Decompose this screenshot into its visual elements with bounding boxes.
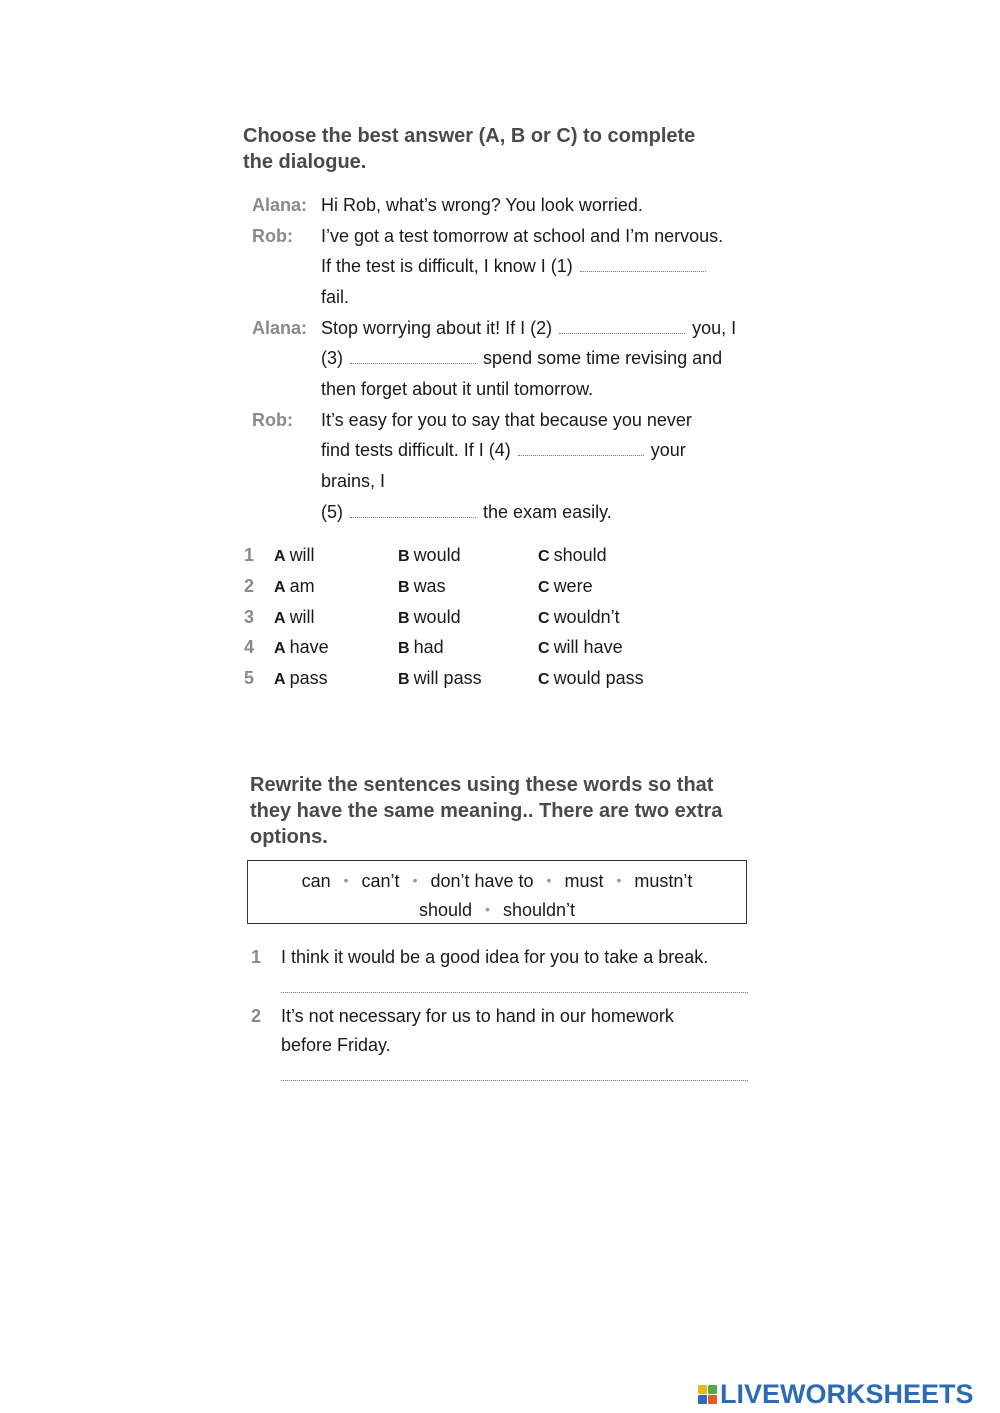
speaker-label: Rob: <box>252 410 293 430</box>
option-text: had <box>413 637 444 657</box>
option-letter: A <box>274 548 286 565</box>
word-option: can <box>301 871 331 891</box>
option-text: have <box>289 637 329 657</box>
dialogue-line-with-blank <box>321 318 736 339</box>
speaker-label: Alana: <box>252 318 308 338</box>
answer-blank-4[interactable] <box>518 441 644 456</box>
dialogue-text: Stop worrying about it! If I (2) <box>321 318 553 338</box>
option-letter: A <box>274 610 286 627</box>
dialogue-text: your <box>650 440 686 460</box>
section-1-heading <box>243 123 783 175</box>
dialogue-line-with-blank <box>321 440 686 461</box>
speaker-label: Alana: <box>252 195 308 215</box>
dialogue-line: I’ve got a test tomorrow at school and I’m nervous. <box>321 226 724 246</box>
option-text: will have <box>553 637 623 657</box>
answer-blank-3[interactable] <box>350 349 476 364</box>
dialogue-line-with-blank <box>321 348 722 369</box>
question-text: It’s not necessary for us to hand in our homework <box>281 1006 674 1026</box>
option-letter: A <box>274 579 286 596</box>
logo-square <box>698 1395 707 1404</box>
question-number: 1 <box>251 947 262 967</box>
liveworksheets-logo[interactable] <box>698 1378 974 1410</box>
option-letter: B <box>398 548 410 565</box>
question-number: 4 <box>244 637 255 657</box>
option-letter: A <box>274 671 286 688</box>
bullet-icon: • <box>412 872 418 888</box>
option-letter: C <box>538 671 550 688</box>
dialogue-text: you, I <box>692 318 737 338</box>
option-letter: B <box>398 610 410 627</box>
option-b[interactable] <box>398 576 446 597</box>
logo-square <box>698 1385 707 1394</box>
word-option: must <box>564 871 604 891</box>
bullet-icon: • <box>485 901 490 917</box>
option-text: will <box>289 607 315 627</box>
option-text: would pass <box>553 668 644 688</box>
question-number: 2 <box>244 576 255 596</box>
dialogue-line: Hi Rob, what’s wrong? You look worried. <box>321 195 643 215</box>
heading-line: Choose the best answer (A, B or C) to complete <box>243 125 696 147</box>
option-text: will <box>289 545 315 565</box>
option-text: would <box>413 607 461 627</box>
option-b[interactable] <box>398 668 482 689</box>
bullet-icon: • <box>616 872 622 888</box>
option-text: would <box>413 545 461 565</box>
option-b[interactable] <box>398 607 461 628</box>
logo-square <box>708 1385 717 1394</box>
option-text: was <box>413 576 446 596</box>
heading-line: they have the same meaning.. There are two extra <box>250 800 723 822</box>
logo-square <box>708 1395 717 1404</box>
speaker-label: Rob: <box>252 226 293 246</box>
section-2-heading <box>250 772 770 850</box>
answer-blank-2[interactable] <box>559 319 685 334</box>
word-option: should <box>418 900 473 920</box>
option-letter: A <box>274 640 286 657</box>
word-option: don’t have to <box>430 871 534 891</box>
question-text: I think it would be a good idea for you to take a break. <box>281 947 709 967</box>
option-text: pass <box>289 668 328 688</box>
question-text: before Friday. <box>281 1035 391 1055</box>
dialogue-text: If the test is difficult, I know I (1) <box>321 256 573 276</box>
option-letter: C <box>538 640 550 657</box>
question-number: 1 <box>244 545 255 565</box>
option-letter: C <box>538 579 550 596</box>
dialogue-text: the exam easily. <box>483 502 612 522</box>
option-row <box>244 637 744 661</box>
bullet-icon: • <box>343 872 349 888</box>
answer-blank-5[interactable] <box>350 503 476 518</box>
heading-line: options. <box>250 826 328 848</box>
option-c[interactable] <box>538 576 593 597</box>
option-text: wouldn’t <box>553 607 620 627</box>
heading-line: the dialogue. <box>243 151 367 173</box>
option-c[interactable] <box>538 607 620 628</box>
option-text: should <box>553 545 607 565</box>
question-number: 2 <box>251 1006 262 1026</box>
answer-input-2[interactable] <box>281 1080 748 1081</box>
option-row <box>244 545 744 569</box>
option-row <box>244 668 744 692</box>
option-letter: B <box>398 640 410 657</box>
answer-blank-1[interactable] <box>580 257 706 272</box>
word-box-row <box>248 871 746 892</box>
dialogue-line-with-blank <box>321 502 612 523</box>
word-option: mustn’t <box>634 871 693 891</box>
question-number: 5 <box>244 668 255 688</box>
option-text: will pass <box>413 668 482 688</box>
dialogue-line: It’s easy for you to say that because you never <box>321 410 692 430</box>
dialogue-line: then forget about it until tomorrow. <box>321 379 594 399</box>
answer-input-1[interactable] <box>281 992 748 993</box>
heading-line: Rewrite the sentences using these words so that <box>250 774 714 796</box>
dialogue-text: (3) <box>321 348 343 368</box>
word-box <box>247 860 747 924</box>
option-letter: B <box>398 579 410 596</box>
dialogue-text: (5) <box>321 502 343 522</box>
option-a[interactable] <box>274 668 328 689</box>
dialogue-line-with-blank <box>321 256 708 277</box>
option-a[interactable] <box>274 637 329 658</box>
option-letter: B <box>398 671 410 688</box>
logo-icon <box>698 1385 717 1404</box>
word-option: shouldn’t <box>502 900 575 920</box>
option-text: am <box>289 576 315 596</box>
option-b[interactable] <box>398 637 444 658</box>
option-c[interactable] <box>538 668 644 689</box>
option-b[interactable] <box>398 545 461 566</box>
option-text: were <box>553 576 593 596</box>
option-c[interactable] <box>538 637 623 658</box>
option-row <box>244 576 744 600</box>
question-number: 3 <box>244 607 255 627</box>
dialogue-line: fail. <box>321 287 350 307</box>
word-box-row <box>248 900 746 921</box>
dialogue-line: brains, I <box>321 471 386 491</box>
word-option: can’t <box>361 871 400 891</box>
logo-text: LIVEWORKSHEETS <box>720 1378 974 1409</box>
option-c[interactable] <box>538 545 607 566</box>
option-a[interactable] <box>274 607 315 628</box>
option-letter: C <box>538 610 550 627</box>
option-row <box>244 607 744 631</box>
option-a[interactable] <box>274 545 315 566</box>
dialogue-text: spend some time revising and <box>483 348 723 368</box>
option-letter: C <box>538 548 550 565</box>
option-a[interactable] <box>274 576 315 597</box>
bullet-icon: • <box>546 872 552 888</box>
dialogue-text: find tests difficult. If I (4) <box>321 440 511 460</box>
